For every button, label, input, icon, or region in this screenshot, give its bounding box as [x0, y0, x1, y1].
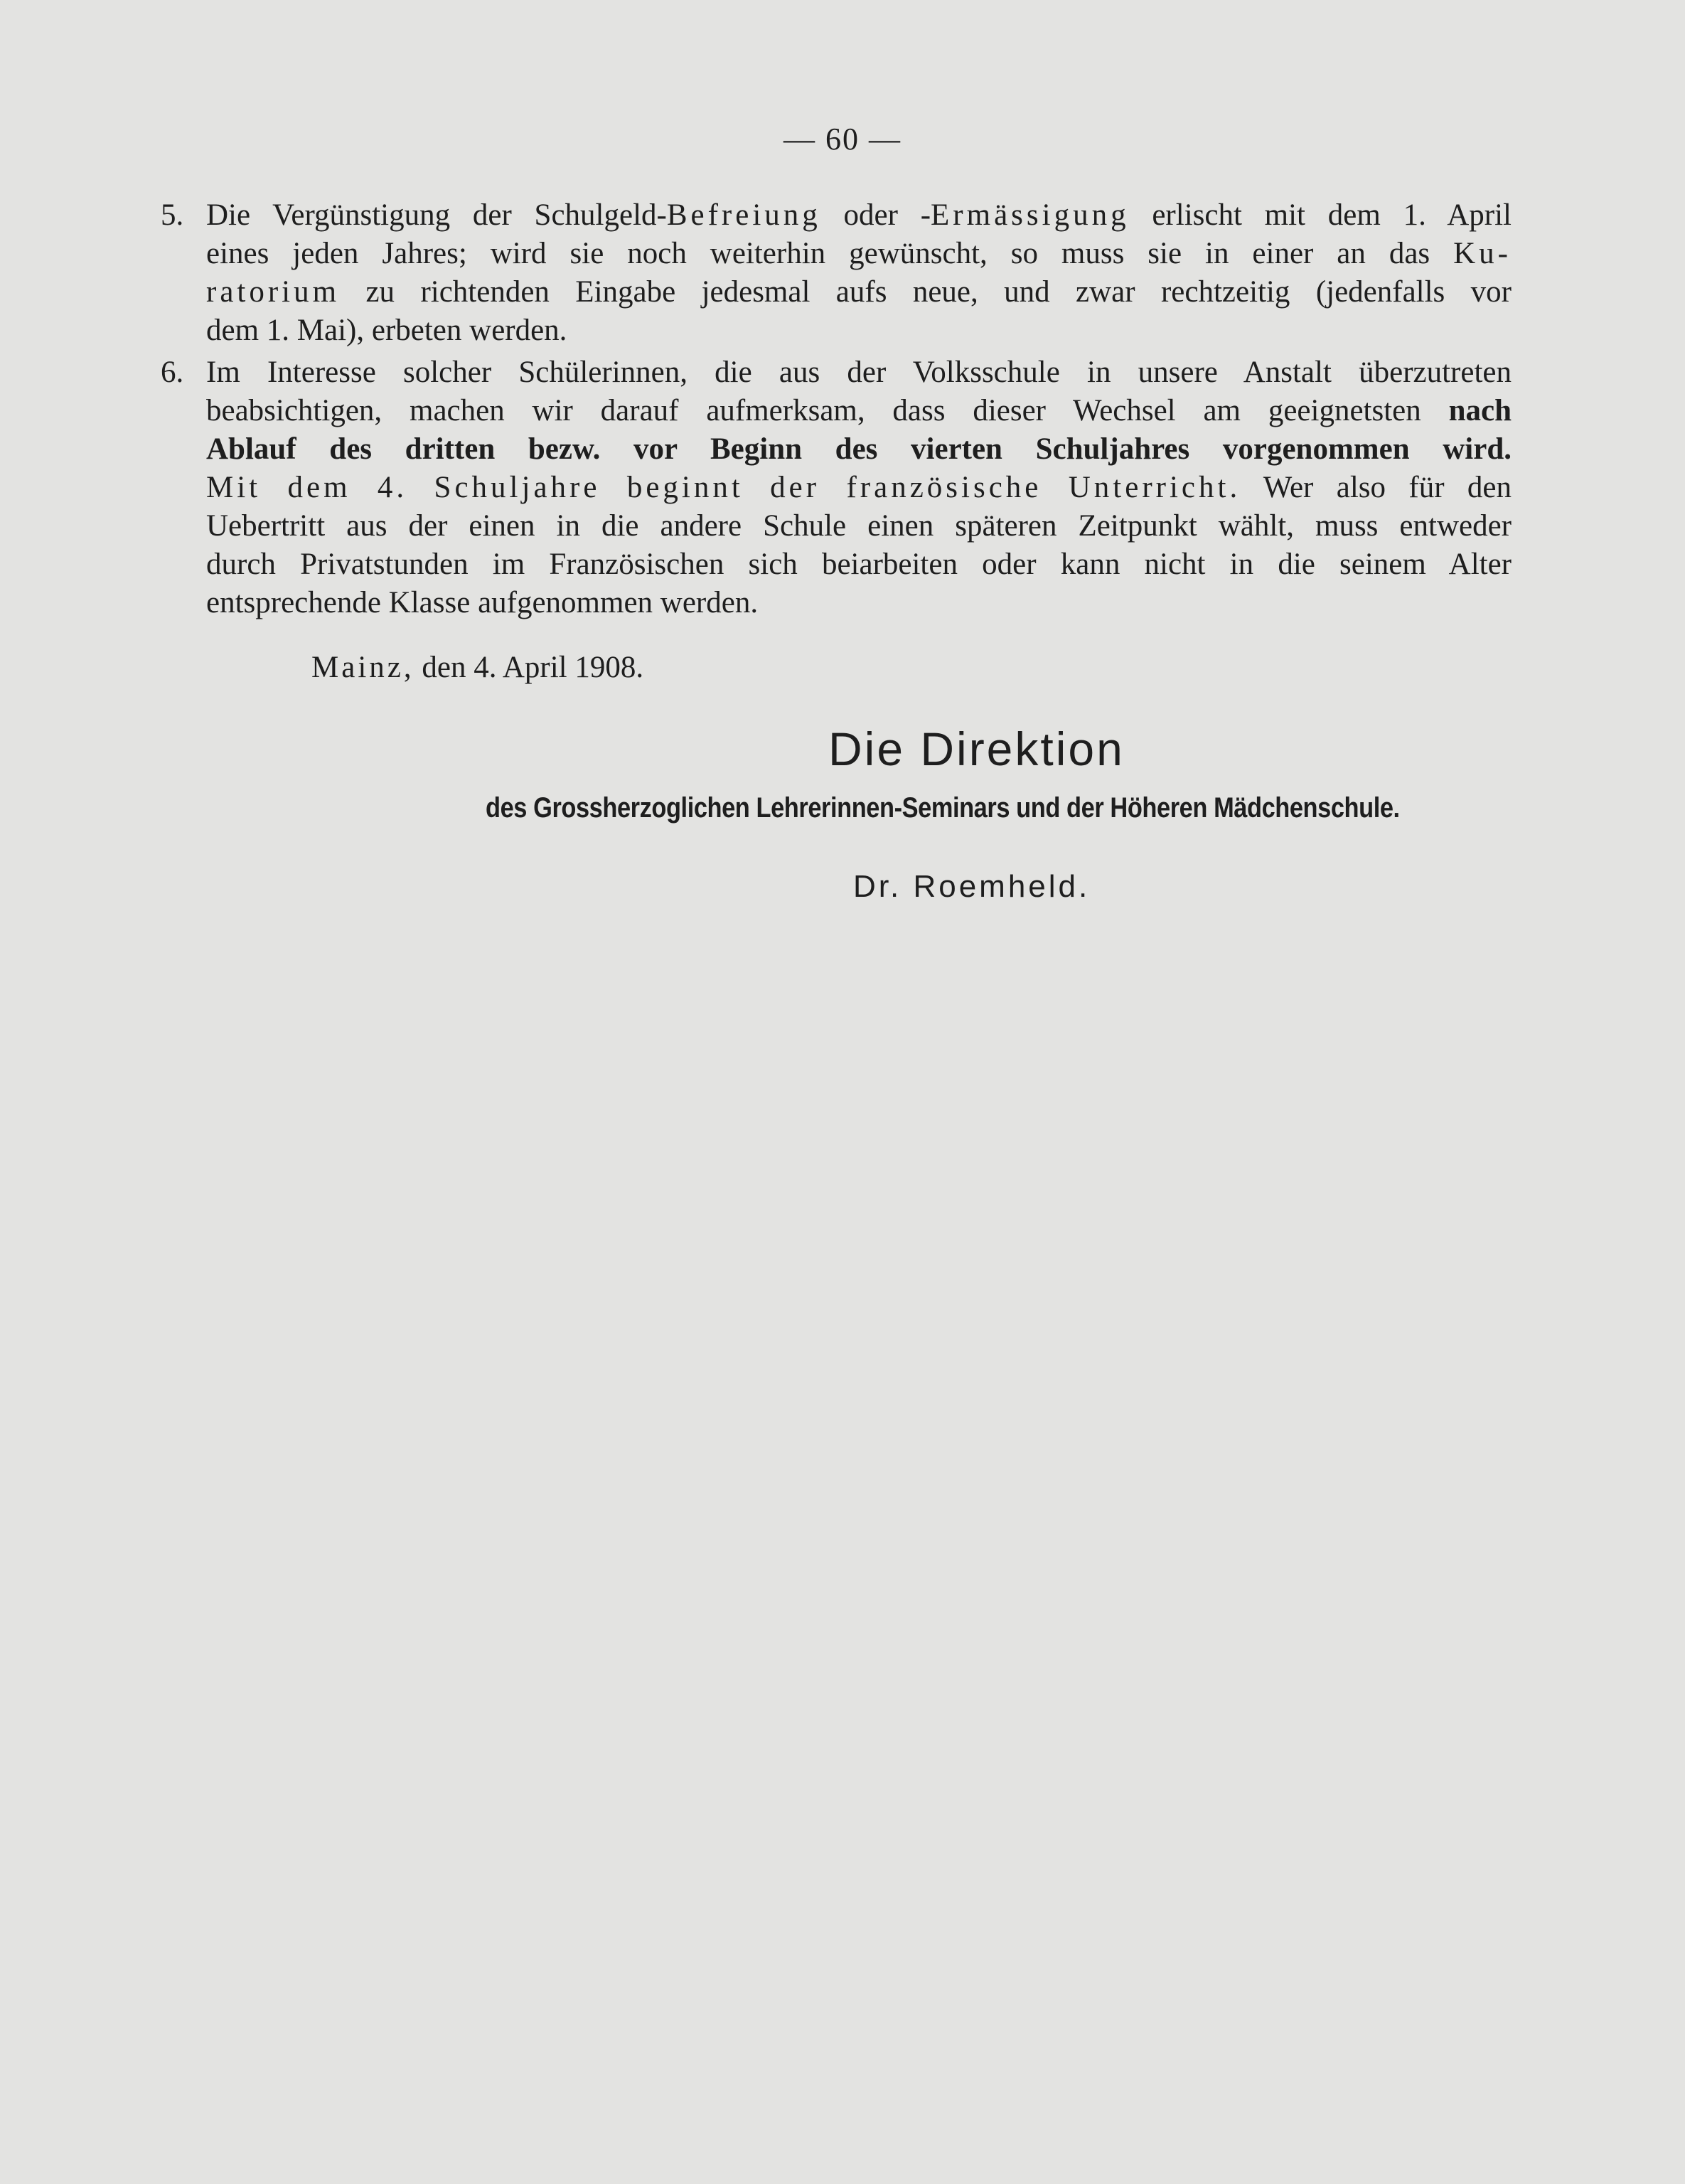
text-line: entsprechende Klasse aufgenommen werden. [206, 586, 759, 619]
text-line: eines jeden Jahres; wird sie noch weiterhin gewünscht, so muss sie in einer an das Ku- [206, 237, 1512, 270]
text-line: Die Vergünstigung der Schulgeld-Befreiung oder -Ermässigung erlischt mit dem 1. April [206, 198, 1512, 232]
signature-title: Die Direktion [828, 723, 1125, 775]
item-text [206, 196, 1512, 350]
text-line: dem 1. Mai), erbeten werden. [206, 314, 567, 347]
text-line: Uebertritt aus der einen in die andere Schule einen späteren Zeitpunkt wählt, muss entweder [206, 509, 1512, 543]
item-number: 5. [161, 198, 184, 232]
list-item-6 [161, 353, 1512, 622]
text-line: beabsichtigen, machen wir darauf aufmerksam, dass dieser Wechsel am geeignetsten nach [206, 394, 1512, 427]
dateline [311, 650, 643, 685]
item-number: 6. [161, 356, 184, 389]
text-line: Im Interesse solcher Schülerinnen, die aus der Volksschule in unsere Anstalt überzutreten [206, 356, 1512, 389]
text-line: Mit dem 4. Schuljahre beginnt der französische Unterricht. Wer also für den [206, 471, 1512, 504]
page-number: — 60 — [783, 122, 902, 156]
dateline-date: den 4. April 1908. [414, 651, 644, 684]
signature-name: Dr. Roemheld. [853, 869, 1091, 904]
text-line: ratorium zu richtenden Eingabe jedesmal aufs neue, und zwar rechtzeitig (jedenfalls vor [206, 275, 1512, 309]
text-line: durch Privatstunden im Französischen sich beiarbeiten oder kann nicht in die seinem Alter [206, 548, 1512, 581]
text-line-emphasis: Ablauf des dritten bezw. vor Beginn des vierten Schuljahres vorgenommen wird. [206, 432, 1512, 466]
item-text [206, 353, 1512, 622]
signature-institution: des Grossherzoglichen Lehrerinnen-Seminars und der Höheren Mädchenschule. [486, 792, 1400, 824]
dateline-place: Mainz, [311, 651, 414, 684]
list-item-5 [161, 196, 1512, 350]
